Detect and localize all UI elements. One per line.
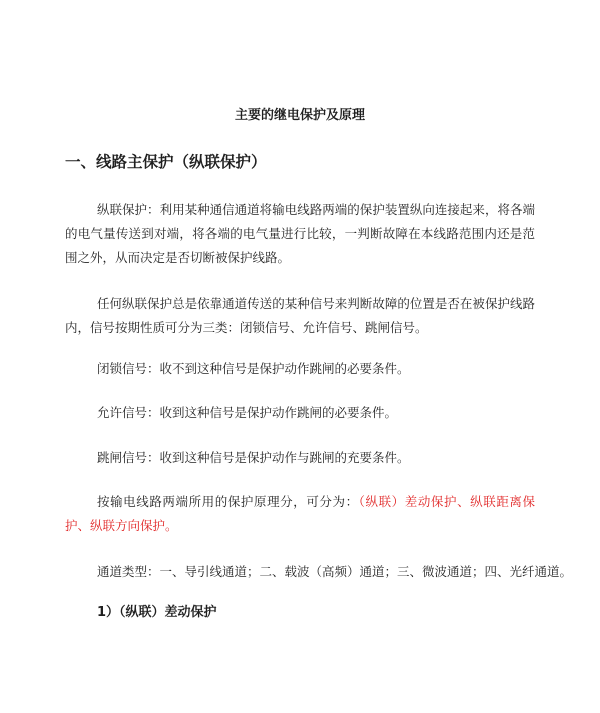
protection-types-highlight: （纵联）差动保护、纵联距离保护、纵联方向保护。	[65, 494, 535, 533]
paragraph-signal-classification: 任何纵联保护总是依靠通道传送的某种信号来判断故障的位置是否在被保护线路内，信号按期性质可分为三类：闭锁信号、允许信号、跳闸信号。	[65, 296, 535, 335]
paragraph-channel-types: 通道类型：一、导引线通道；二、载波（高频）通道；三、微波通道；四、光纤通道。	[97, 564, 573, 579]
document-title: 主要的继电保护及原理	[234, 108, 365, 123]
paragraph-protection-principle-types	[65, 490, 535, 538]
section-heading: 一、线路主保护（纵联保护）	[65, 153, 267, 171]
paragraph-blocking-signal: 闭锁信号：收不到这种信号是保护动作跳闸的必要条件。	[97, 361, 410, 376]
paragraph-protection-principle-prefix: 按输电线路两端所用的保护原理分，可分为：	[97, 494, 359, 509]
sub-heading-differential-protection: 1）（纵联）差动保护	[97, 605, 217, 620]
paragraph-longitudinal-protection-definition: 纵联保护：利用某种通信通道将输电线路两端的保护装置纵向连接起来，将各端的电气量传送到对端，将各端的电气量进行比较，一判断故障在本线路范围内还是范围之外，从而决定是否切断被保护线路。	[65, 202, 535, 265]
paragraph-trip-signal: 跳闸信号：收到这种信号是保护动作与跳闸的充要条件。	[97, 450, 410, 465]
paragraph-permissive-signal: 允许信号：收到这种信号是保护动作跳闸的必要条件。	[97, 405, 398, 420]
